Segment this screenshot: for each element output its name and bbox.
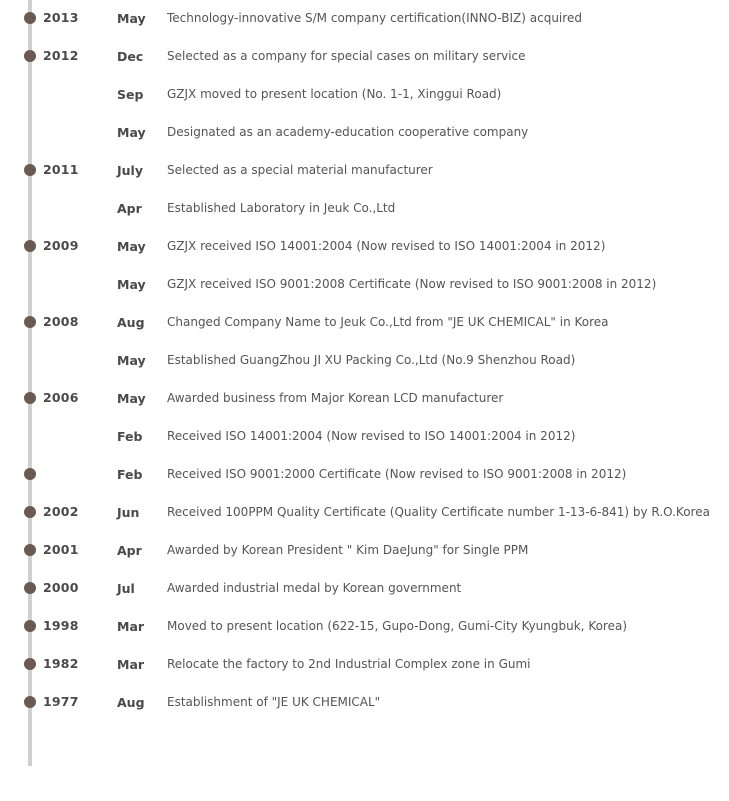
timeline-dot [24, 12, 36, 24]
event-description: Technology-innovative S/M company certification(INNO-BIZ) acquired [167, 11, 582, 25]
timeline-row [0, 274, 729, 294]
month-label: May [117, 11, 146, 26]
month-label: Aug [117, 315, 145, 330]
month-label: Sep [117, 87, 144, 102]
timeline-row [0, 350, 729, 370]
month-label: Mar [117, 657, 145, 672]
month-label: May [117, 391, 146, 406]
timeline-dot [24, 620, 36, 632]
timeline-row [0, 236, 729, 256]
month-label: Apr [117, 201, 142, 216]
year-label: 2012 [43, 48, 79, 63]
timeline-row [0, 84, 729, 104]
year-label: 2011 [43, 162, 79, 177]
timeline-dot [24, 696, 36, 708]
timeline-dot [24, 392, 36, 404]
timeline-row [0, 540, 729, 560]
timeline-dot [24, 164, 36, 176]
event-description: Received ISO 9001:2000 Certificate (Now revised to ISO 9001:2008 in 2012) [167, 467, 627, 481]
timeline-dot [24, 240, 36, 252]
month-label: Jul [117, 581, 135, 596]
timeline-dot [24, 316, 36, 328]
event-description: Established GuangZhou JI XU Packing Co.,Ltd (No.9 Shenzhou Road) [167, 353, 576, 367]
month-label: May [117, 277, 146, 292]
year-label: 2008 [43, 314, 79, 329]
timeline-row [0, 160, 729, 180]
event-description: GZJX received ISO 14001:2004 (Now revised to ISO 14001:2004 in 2012) [167, 239, 606, 253]
year-label: 2002 [43, 504, 79, 519]
year-label: 1977 [43, 694, 79, 709]
year-label: 2009 [43, 238, 79, 253]
month-label: May [117, 125, 146, 140]
timeline-dot [24, 506, 36, 518]
year-label: 1982 [43, 656, 79, 671]
timeline-row [0, 198, 729, 218]
event-description: Designated as an academy-education cooperative company [167, 125, 529, 139]
year-label: 2001 [43, 542, 79, 557]
timeline-row [0, 654, 729, 674]
year-label: 1998 [43, 618, 79, 633]
event-description: Selected as a company for special cases on military service [167, 49, 526, 63]
month-label: Feb [117, 429, 143, 444]
event-description: Changed Company Name to Jeuk Co.,Ltd from "JE UK CHEMICAL" in Korea [167, 315, 609, 329]
timeline-dot [24, 468, 36, 480]
event-description: Awarded by Korean President " Kim DaeJung" for Single PPM [167, 543, 529, 557]
month-label: Mar [117, 619, 145, 634]
event-description: GZJX moved to present location (No. 1-1, Xinggui Road) [167, 87, 502, 101]
event-description: Established Laboratory in Jeuk Co.,Ltd [167, 201, 396, 215]
year-label: 2013 [43, 10, 79, 25]
event-description: GZJX received ISO 9001:2008 Certificate (Now revised to ISO 9001:2008 in 2012) [167, 277, 657, 291]
month-label: Dec [117, 49, 144, 64]
month-label: May [117, 239, 146, 254]
year-label: 2006 [43, 390, 79, 405]
year-label: 2000 [43, 580, 79, 595]
event-description: Received ISO 14001:2004 (Now revised to ISO 14001:2004 in 2012) [167, 429, 576, 443]
timeline-row [0, 388, 729, 408]
month-label: Apr [117, 543, 142, 558]
month-label: Feb [117, 467, 143, 482]
month-label: May [117, 353, 146, 368]
event-description: Awarded business from Major Korean LCD manufacturer [167, 391, 504, 405]
timeline-row [0, 312, 729, 332]
month-label: July [117, 163, 143, 178]
timeline-row [0, 692, 729, 712]
timeline-dot [24, 544, 36, 556]
event-description: Received 100PPM Quality Certificate (Quality Certificate number 1-13-6-841) by R.O.Korea [167, 505, 710, 519]
event-description: Moved to present location (622-15, Gupo-Dong, Gumi-City Kyungbuk, Korea) [167, 619, 628, 633]
timeline-row [0, 46, 729, 66]
timeline-dot [24, 50, 36, 62]
month-label: Jun [117, 505, 140, 520]
timeline-row [0, 8, 729, 28]
timeline-dot [24, 582, 36, 594]
timeline-row [0, 426, 729, 446]
timeline-row [0, 616, 729, 636]
timeline-line [28, 0, 32, 766]
timeline-row [0, 464, 729, 484]
timeline-row [0, 122, 729, 142]
event-description: Selected as a special material manufacturer [167, 163, 433, 177]
event-description: Establishment of "JE UK CHEMICAL" [167, 695, 381, 709]
timeline-row [0, 578, 729, 598]
month-label: Aug [117, 695, 145, 710]
timeline-dot [24, 658, 36, 670]
timeline-row [0, 502, 729, 522]
event-description: Relocate the factory to 2nd Industrial Complex zone in Gumi [167, 657, 531, 671]
event-description: Awarded industrial medal by Korean government [167, 581, 462, 595]
